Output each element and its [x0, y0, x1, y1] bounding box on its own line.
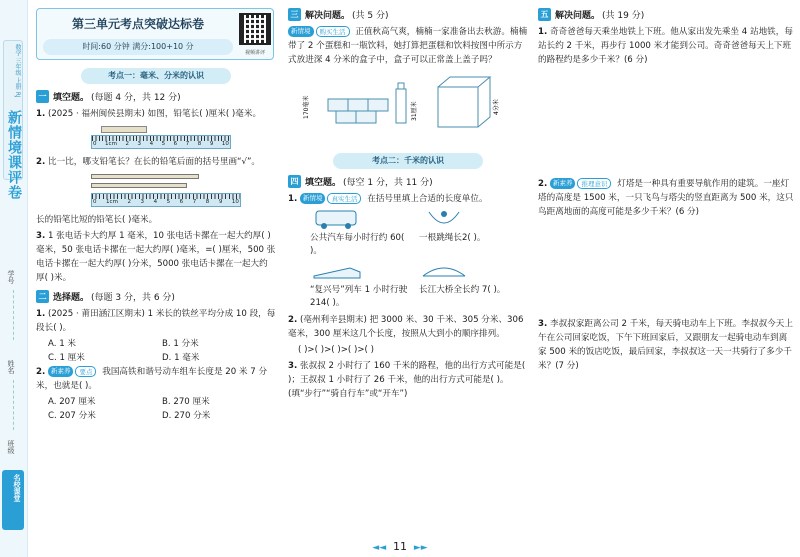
- section-number: 五: [538, 8, 551, 21]
- field-name: 姓名: [7, 360, 15, 374]
- question-4-3: [288, 359, 528, 401]
- option-c[interactable]: C. 1 厘米: [48, 353, 85, 363]
- question-text: 奇奇爸爸每天乘坐地铁上下班。他从家出发先乘坐 4 站地铁，每站长约 2 千米，再步行 1000 米才能到公司。奇奇爸爸每天上下班的路程约是多少千米？(6 分): [538, 27, 793, 65]
- dim-label-a: 170毫米: [303, 95, 310, 119]
- section-5-heading: [538, 8, 794, 21]
- ruler-number: 1cm: [105, 141, 117, 147]
- tag-badge-outline: 推理意识: [577, 178, 611, 189]
- pencil-long-icon: [91, 174, 199, 179]
- unit-item-2: 一根跳绳长2( )。: [419, 233, 486, 243]
- ruler-figure-2: [91, 171, 251, 211]
- ruler-number: 3: [137, 141, 142, 147]
- column-1: [36, 8, 276, 423]
- bottle-icon: [396, 83, 406, 123]
- ruler-number: 5: [161, 141, 166, 147]
- question-text: 我国高铁和谐号动车组车长度是 20 米 7 分米，也就是( )。: [36, 367, 268, 391]
- tag-badge-outline: 购买生活: [316, 26, 350, 37]
- page-footer: [0, 540, 800, 553]
- ruler-number: 0: [93, 199, 97, 205]
- section-note: (每题 3 分，共 6 分): [91, 293, 175, 303]
- field-class: 班级: [7, 440, 15, 454]
- question-text: 正值秋高气爽，楠楠一家准备出去秋游。楠楠带了 2 个蛋糕和一瓶饮料，她打算把蛋糕和饮料按图中所示方式放进深 4 分米的盒子中，盒子可以正常盖上盖子吗？: [288, 27, 528, 65]
- prev-arrows-icon: ◄◄: [372, 543, 387, 553]
- field-line: [13, 290, 14, 340]
- next-arrows-icon: ►►: [413, 543, 428, 553]
- topic-2-pill: 考点二：千米的认识: [333, 153, 483, 169]
- unit-item-1: 公共汽车每小时行约 60( )。: [310, 233, 405, 256]
- option-a[interactable]: A. 1 米: [48, 339, 76, 349]
- question-5-3: [538, 317, 794, 373]
- answer-space[interactable]: [538, 69, 794, 177]
- ruler-number: 5: [166, 199, 171, 205]
- question-text: (2025 · 福州闽侯县期末) 如图，铅笔长( )厘米( )毫米。: [47, 109, 262, 119]
- question-number: 1.: [36, 109, 46, 119]
- section-title: 解决问题。: [305, 11, 351, 21]
- option-a[interactable]: A. 207 厘米: [48, 397, 96, 407]
- question-text: 张叔叔 2 小时行了 160 千米的路程，他的出行方式可能是( )；王叔叔 1 小时行了 26 千米，他的出行方式可能是( )。(填“步行”“骑自行车”或“开车”): [288, 361, 526, 399]
- field-line: [13, 380, 14, 430]
- page-title: 第三单元考点突破达标卷: [71, 17, 204, 31]
- question-number: 2.: [538, 179, 548, 189]
- question-number: 3.: [288, 361, 298, 371]
- question-text: 灯塔是一种具有重要导航作用的建筑。一座灯塔的高度是 1500 米，一只飞鸟与塔尖的竖直距离为 500 米，这只鸟距离地面的高度可能是多少千米？(6 分): [538, 179, 794, 217]
- pencil-short-icon: [91, 183, 187, 188]
- bridge-icon: [419, 260, 528, 282]
- jump-rope-icon: [419, 208, 528, 230]
- question-number: 1.: [36, 309, 46, 319]
- section-note: (共 19 分): [602, 11, 645, 21]
- option-b[interactable]: B. 270 厘米: [162, 397, 210, 407]
- question-number: 2.: [36, 157, 46, 167]
- section-4-heading: [288, 175, 528, 188]
- question-text: 李叔叔家距离公司 2 千米，每天骑电动车上下班。李叔叔今天上午在公司回家吃饭，下午下班回家后，又跟朋友一起骑电动车到离家 500 米的饭店吃饭，最后回家，李叔叔这一天一共骑行了多少千米？(7 分): [538, 319, 793, 371]
- unit-picture-grid: [288, 208, 528, 310]
- question-4-1: [288, 192, 528, 206]
- title-box: [36, 8, 274, 60]
- question-number: 1.: [538, 27, 548, 37]
- question-2-1: [36, 307, 276, 335]
- ruler-number: 7: [192, 199, 197, 205]
- section-title: 选择题。: [53, 293, 90, 303]
- unit-item-3: “复兴号”列车 1 小时行驶 214( )。: [310, 285, 408, 308]
- question-4-2: [288, 313, 528, 341]
- cake-stack-icon: [328, 99, 388, 123]
- section-number: 三: [288, 8, 301, 21]
- section-2-heading: [36, 290, 276, 303]
- field-student-id: 学号: [7, 270, 15, 284]
- page-number: 11: [393, 540, 407, 553]
- dim-label-b: 31厘米: [411, 101, 418, 121]
- question-1-1: [36, 107, 276, 121]
- ruler-number: 9: [218, 199, 223, 205]
- ruler-number: 8: [205, 199, 210, 205]
- section-number: 一: [36, 90, 49, 103]
- binding-margin: [0, 0, 28, 557]
- ruler-number: 4: [149, 141, 154, 147]
- question-text: (2025 · 莆田涵江区期末) 1 米长的铁丝平均分成 10 段，每段长( )。: [36, 309, 276, 333]
- ruler-number: 10: [231, 199, 239, 205]
- question-text: 在括号里填上合适的长度单位。: [367, 194, 488, 204]
- brand-text: 名校课堂: [13, 474, 21, 502]
- tag-badge: 新素养: [550, 178, 576, 189]
- option-d[interactable]: D. 1 毫米: [162, 353, 200, 363]
- ruler-number: 2: [125, 141, 129, 147]
- pencil-icon: [101, 126, 147, 133]
- tag-badge: 新情境: [300, 193, 326, 204]
- cake-box-illustration: [288, 71, 528, 137]
- question-1-2: [36, 155, 276, 169]
- ruler-number: 6: [173, 141, 178, 147]
- ruler-number: 6: [179, 199, 184, 205]
- tag-badge-outline: 真实生活: [327, 193, 361, 204]
- unit-item-4: 长江大桥全长约 7( )。: [419, 285, 506, 295]
- series-name: 新情境课评卷: [6, 110, 22, 200]
- question-1-3: [36, 229, 276, 285]
- option-b[interactable]: B. 1 分米: [162, 339, 199, 349]
- question-3: [288, 25, 528, 67]
- tag-badge: 新情境: [288, 26, 314, 37]
- section-number: 二: [36, 290, 49, 303]
- ruler-number: 3: [140, 199, 145, 205]
- order-blanks: ( )>( )>( )>( )>( ): [298, 345, 374, 355]
- topic-1-pill: 考点一：毫米、分米的认识: [81, 68, 231, 84]
- question-number: 2.: [36, 367, 46, 377]
- question-5-2: [538, 177, 794, 219]
- question-2-2: [36, 365, 276, 393]
- ruler-number: 4: [153, 199, 158, 205]
- question-number: 2.: [288, 315, 298, 325]
- question-number: 1.: [288, 194, 298, 204]
- tag-badge: 新素养: [48, 366, 74, 377]
- question-number: 3.: [36, 231, 46, 241]
- column-3: [538, 8, 794, 375]
- box-icon: [438, 77, 490, 127]
- dim-label-c: 4分米: [493, 99, 500, 115]
- ruler-figure-1: [91, 123, 231, 153]
- option-c[interactable]: C. 207 分米: [48, 411, 96, 421]
- qr-code-icon[interactable]: [239, 13, 271, 45]
- ruler-numbers: [91, 141, 231, 147]
- options-2-2: [36, 395, 276, 423]
- section-note: (共 5 分): [352, 11, 389, 21]
- section-note: (每空 1 分，共 11 分): [343, 178, 433, 188]
- section-title: 填空题。: [53, 93, 90, 103]
- question-text: 比一比，哪支铅笔长？在长的铅笔后面的括号里画“√”。: [47, 157, 261, 167]
- ruler-number: 8: [197, 141, 202, 147]
- ruler-number: 9: [209, 141, 214, 147]
- ruler-number: 2: [127, 199, 131, 205]
- series-subtitle: 数学 三年级 上册 RJ: [14, 44, 21, 98]
- question-text: 1 张电话卡大约厚 1 毫米，10 张电话卡摞在一起大约厚( )毫米，50 张电话卡摞在一起大约厚( )毫米，=( )厘米，500 张电话卡摞在一起大约厚( )分米，5000 张电话卡摞在一起大约厚( )米。: [36, 231, 276, 283]
- train-icon: [310, 260, 419, 282]
- question-text: (亳州利辛县期末) 把 3000 米、30 千米、305 分米、306 毫米，300 厘米这几个长度，按照从大到小的顺序排列。: [288, 315, 524, 339]
- exam-meta: 时间:60 分钟 满分:100+10 分: [43, 39, 233, 55]
- ruler-number: 10: [221, 141, 229, 147]
- ruler-numbers: [91, 199, 241, 205]
- tag-badge-outline: 要点: [75, 366, 96, 377]
- option-d[interactable]: D. 270 分米: [162, 411, 211, 421]
- bus-icon: [310, 208, 419, 230]
- column-2: [288, 8, 528, 403]
- section-note: (每题 4 分，共 12 分): [91, 93, 181, 103]
- section-number: 四: [288, 175, 301, 188]
- ruler-number: 0: [93, 141, 97, 147]
- options-2-1: [36, 337, 276, 365]
- section-3-heading: [288, 8, 528, 21]
- question-1-2-answer: 长的铅笔比短的铅笔长( )毫米。: [36, 215, 158, 225]
- ruler-number: 1cm: [106, 199, 118, 205]
- question-5-1: [538, 25, 794, 67]
- section-title: 解决问题。: [555, 11, 601, 21]
- cake-box-figure: [288, 71, 528, 137]
- section-1-heading: [36, 90, 276, 103]
- question-number: 3.: [538, 319, 548, 329]
- ruler-number: 7: [185, 141, 190, 147]
- answer-space[interactable]: [538, 221, 794, 317]
- section-title: 填空题。: [305, 178, 342, 188]
- qr-label: 视频讲评: [244, 50, 265, 56]
